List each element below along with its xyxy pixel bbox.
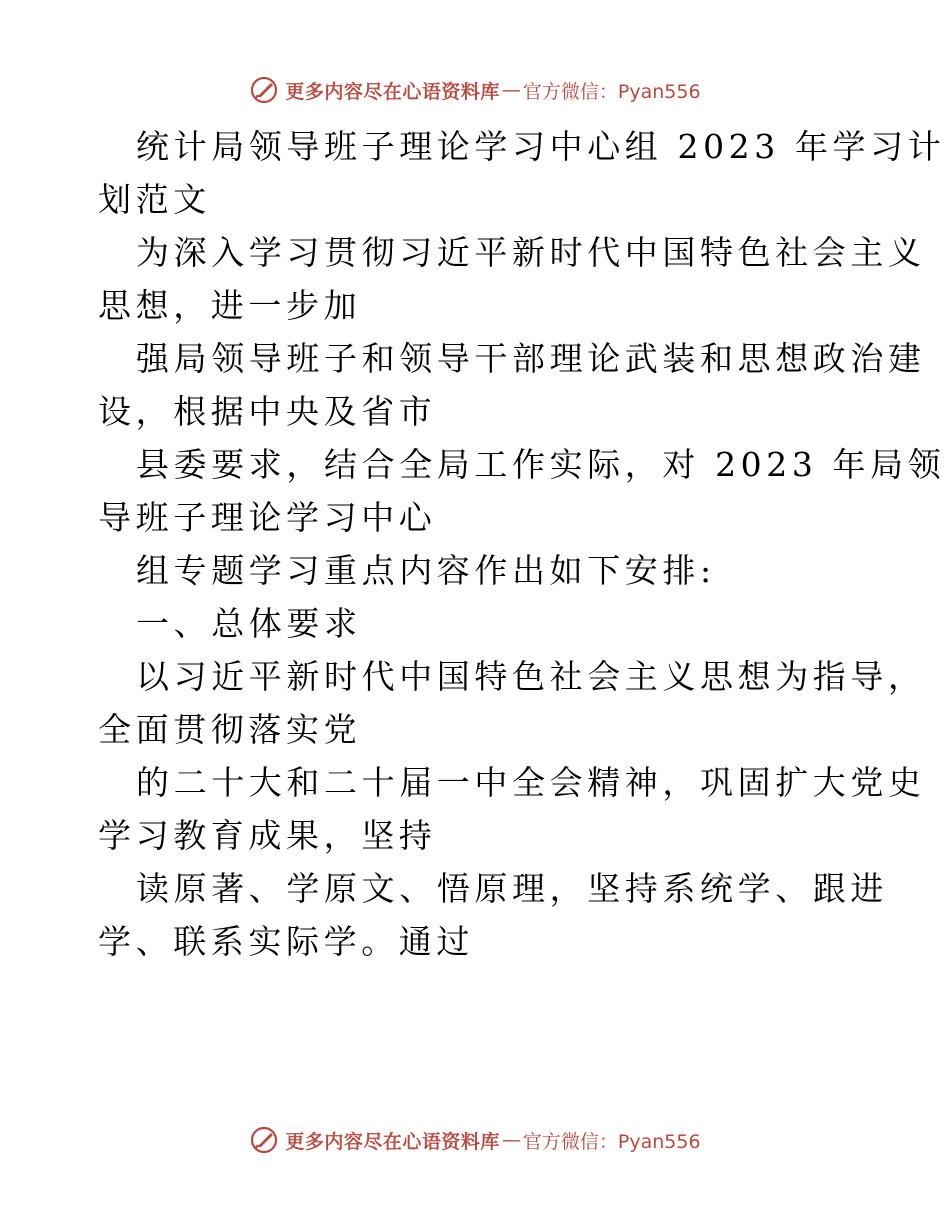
paragraph-line: 全面贯彻落实党 xyxy=(98,710,362,749)
banner-dash: — xyxy=(501,1129,521,1151)
section-heading: 一、总体要求 xyxy=(136,604,362,643)
banner-main-text: 更多内容尽在心语资料库 xyxy=(285,1130,500,1153)
paragraph-line: 以习近平新时代中国特色社会主义思想为指导， xyxy=(136,657,926,696)
banner-wechat-text: 官方微信：Pyan556 xyxy=(522,80,701,103)
paragraph-line: 思想，进一步加 xyxy=(98,286,362,325)
paragraph-line: 强局领导班子和领导干部理论武装和思想政治建 xyxy=(136,339,926,378)
banner-main-text: 更多内容尽在心语资料库 xyxy=(285,80,500,103)
paragraph-line: 导班子理论学习中心 xyxy=(98,498,437,537)
banner-wechat-text: 官方微信：Pyan556 xyxy=(522,1130,701,1153)
paragraph-line: 组专题学习重点内容作出如下安排: xyxy=(136,551,716,590)
footer-banner xyxy=(0,1120,950,1160)
paragraph-line: 县委要求，结合全局工作实际，对 2023 年局领 xyxy=(136,445,946,484)
paragraph-line: 学习教育成果，坚持 xyxy=(98,816,437,855)
banner-dash: — xyxy=(501,79,521,101)
document-title-line-1: 统计局领导班子理论学习中心组 2023 年学习计 xyxy=(136,127,946,166)
header-banner xyxy=(0,70,950,110)
paragraph-line: 的二十大和二十届一中全会精神，巩固扩大党史 xyxy=(136,763,926,802)
paragraph-line: 读原著、学原文、悟原理，坚持系统学、跟进 xyxy=(136,869,888,908)
document-title-line-2: 划范文 xyxy=(98,180,211,219)
paragraph-line: 为深入学习贯彻习近平新时代中国特色社会主义 xyxy=(136,233,926,272)
quill-pen-logo-icon xyxy=(249,75,279,105)
document-body xyxy=(98,120,946,968)
quill-pen-logo-icon xyxy=(249,1125,279,1155)
paragraph-line: 设，根据中央及省市 xyxy=(98,392,437,431)
paragraph-line: 学、联系实际学。通过 xyxy=(98,922,474,961)
